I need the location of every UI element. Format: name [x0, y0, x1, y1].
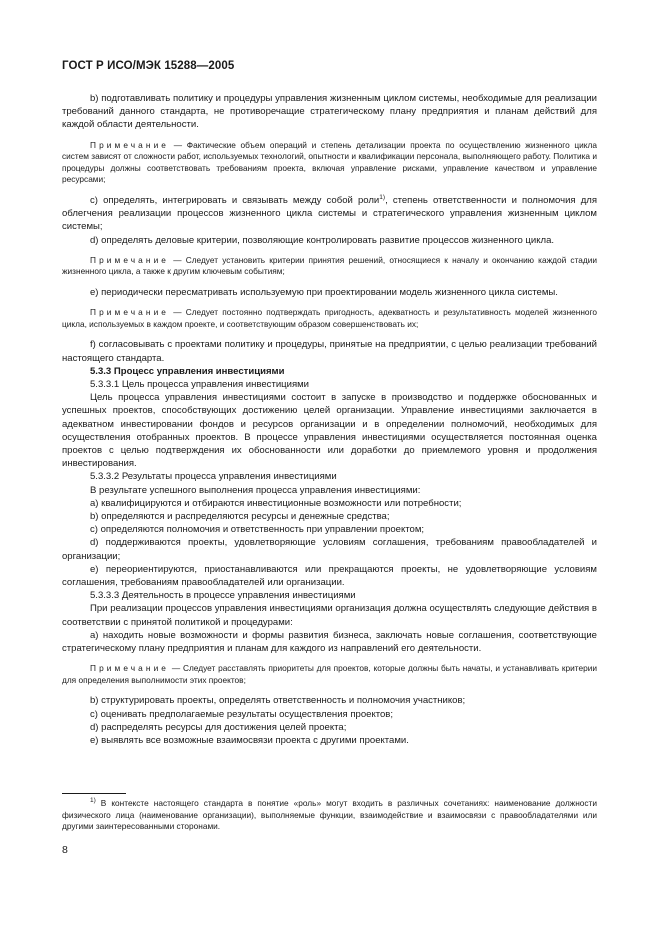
- footnote-text: В контексте настоящего стандарта в понятие «роль» могут входить в различных сочетаниях: наименование должности физического лица (наименование организации), выполняемые функции, взаимодействие и взаимосвязи с правообладателями или другими заинтересованными сторонами.: [62, 798, 597, 832]
- document-header: ГОСТ Р ИСО/МЭК 15288—2005: [62, 60, 235, 72]
- paragraph-text: , степень ответственности и полномочия для облегчения реализации процессов жизненного цикла системы и стратегического управления жизненным циклом системы;: [62, 194, 598, 233]
- footnote-separator: [62, 793, 126, 794]
- subsection-title: 5.3.3.3 Деятельность в процессе управления инвестициями: [90, 590, 356, 602]
- list-item: d) поддерживаются проекты, удовлетворяющие условиям соглашения, требованиям правообладателей и организации;: [62, 537, 597, 562]
- list-item: а) находить новые возможности и формы развития бизнеса, заключать новые соглашения, соответствующие стратегическому плану предприятия и планам для каждого из направлений его деятельности.: [62, 629, 597, 655]
- section-heading: 5.3.3 Процесс управления инвестициями: [90, 365, 285, 377]
- note-paragraph: [62, 663, 597, 686]
- note-text: — Следует расставлять приоритеты для проектов, которые должны быть начаты, и устанавливать критерии для определения выполнимости этих проектов;: [62, 663, 597, 685]
- list-item: e) выявлять все возможные взаимосвязи проекта с другими проектами.: [90, 735, 409, 747]
- paragraph-b-policy: b) подготавливать политику и процедуры управления жизненным циклом системы, необходимые для реализации требований данного стандарта, не противоречащие стратегическому плану предприятия и планам действий для каждой области деятельности.: [62, 93, 597, 131]
- list-item: c) определяются полномочия и ответственность при управлении проектом;: [90, 524, 425, 536]
- footnote-reference: 1): [379, 193, 386, 201]
- page-number: 8: [62, 844, 68, 856]
- paragraph-f-coordinate: f) согласовывать с проектами политику и процедуры, принятые на предприятии, с целью реализации требований настоящего стандарта.: [62, 339, 597, 364]
- note-paragraph: [62, 255, 597, 278]
- note-label: Примечание: [90, 307, 170, 318]
- note-label: Примечание: [90, 139, 170, 150]
- paragraph-text: При реализации процессов управления инвестициями организация должна осуществлять следующие действия в соответствии с принятой политикой и процедурами:: [62, 603, 597, 628]
- subsection-title: 5.3.3.1 Цель процесса управления инвестициями: [90, 378, 310, 390]
- note-label: Примечание: [90, 663, 170, 674]
- paragraph-text: c) определять, интегрировать и связывать между собой роли: [90, 194, 380, 206]
- list-item: c) оценивать предполагаемые результаты осуществления проектов;: [90, 708, 394, 720]
- paragraph-c-roles: [62, 194, 597, 234]
- paragraph-e-review: e) периодически пересматривать используемую при проектировании модель жизненного цикла системы.: [90, 286, 558, 298]
- footnote-marker: 1): [90, 797, 96, 805]
- paragraph-text: В результате успешного выполнения процесса управления инвестициями:: [90, 484, 421, 496]
- note-paragraph: [62, 140, 597, 186]
- footnote: [62, 798, 597, 833]
- note-text: — Следует установить критерии принятия решений, относящиеся к началу и окончанию каждой стадии жизненного цикла, а также к другим ключевым событиям;: [62, 254, 597, 277]
- note-paragraph: [62, 307, 597, 330]
- paragraph-purpose: Цель процесса управления инвестициями состоит в запуске в производство и поддержке обоснованных и успешных проектов, способствующих достижению целей организации. Управление инвестициями заключается в адекватном инвестировании фондов и ресурсов организации и в определении полномочий, необходимых для осуществления отобранных проектов. В процессе управления инвестициями осуществляется постоянная оценка проектов с целью подтверждения их обоснованности или доработки до приемлемого уровня и продолжения инвестирования.: [62, 392, 597, 470]
- list-item: e) переориентируются, приостанавливаются или прекращаются проекты, не удовлетворяющие условиям соглашения, требованиям правообладателей или организации.: [62, 563, 597, 589]
- note-label: Примечание: [90, 254, 170, 265]
- note-text: — Следует постоянно подтверждать пригодность, адекватность и результативность моделей жизненного цикла, используемых в каждом проекте, и соответствующим образом совершенствовать их;: [62, 307, 597, 329]
- list-item: d) распределять ресурсы для достижения целей проекта;: [90, 721, 347, 733]
- list-item: а) квалифицируются и отбираются инвестиционные возможности или потребности;: [90, 497, 462, 509]
- document-body: [62, 92, 597, 747]
- subsection-title: 5.3.3.2 Результаты процесса управления инвестициями: [90, 471, 337, 483]
- note-text: — Фактические объем операций и степень детализации проекта по осуществлению жизненного цикла систем зависят от сложности работ, используемых технологий, опытности и квалификации персонала, выполняющего работу. Политика и процедуры должны соответствовать требованиям проекта, включая управление рисками, управление качеством и управление ресурсами;: [62, 139, 597, 185]
- list-item: b) определяются и распределяются ресурсы и денежные средства;: [90, 511, 390, 523]
- list-item: b) структурировать проекты, определять ответственность и полномочия участников;: [90, 695, 466, 707]
- paragraph-d-criteria: d) определять деловые критерии, позволяющие контролировать развитие процессов жизненного цикла.: [90, 234, 555, 246]
